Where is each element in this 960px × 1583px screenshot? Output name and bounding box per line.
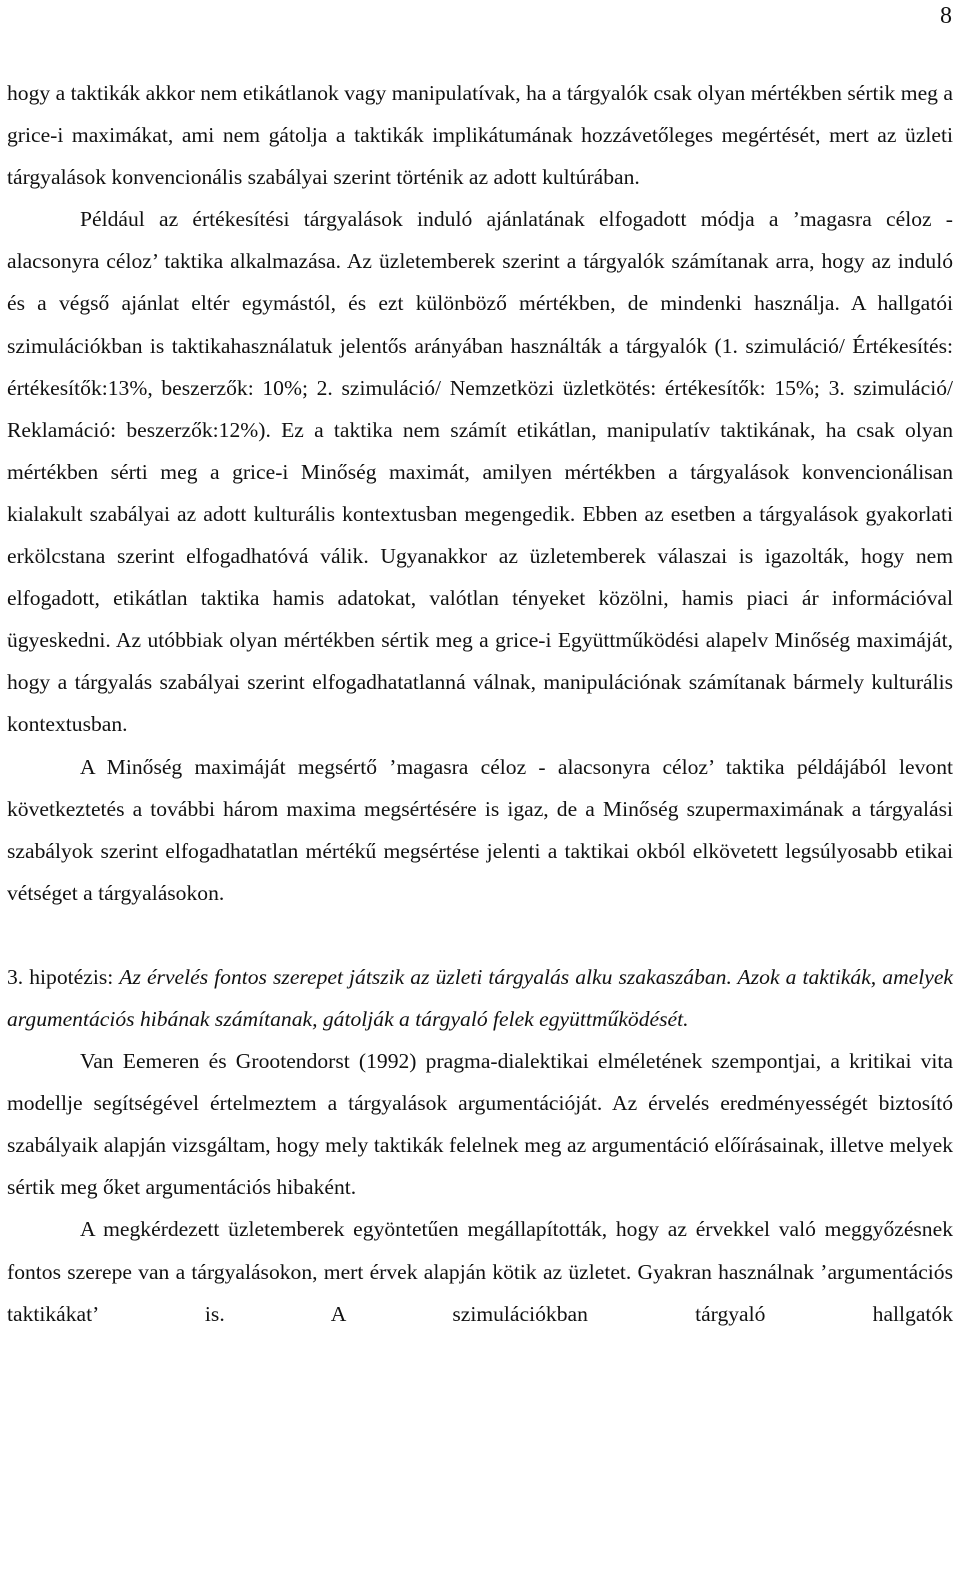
paragraph-pragma-dialectics: Van Eemeren és Grootendorst (1992) pragma-dialektikai elméletének szempontjai, a kritikai vita modellje segítségével értelmeztem a tárgyalások argumentációját. Az érvelés eredményességét biztosító szabályaik alapján vizsgáltam, hogy mely taktikák felelnek meg az argumentáció előírásainak, illetve melyek sértik meg őket argumentációs hibaként. [7,1049,953,1200]
hypothesis-label: 3. hipotézis: [7,964,120,989]
paragraph-example: Például az értékesítési tárgyalások induló ajánlatának elfogadott módja a ’magasra céloz - alacsonyra céloz’ taktika alkalmazása. Az üzletemberek szerint a tárgyalók számítanak arra, hogy az induló és a végső ajánlat eltér egymástól, és ezt különböző mértékben, de mindenki használja. A hallgatói szimulációkban is taktikahasználatuk jelentős arányában használták a tárgyalók (1. szimuláció/ Értékesítés: értékesítők:13%, beszerzők: 10%; 2. szimuláció/ Nemzetközi üzletkötés: értékesítők: 15%; 3. szimuláció/ Reklamáció: beszerzők:12%). Ez a taktika nem számít etikátlan, manipulatív taktikának, ha csak olyan mértékben sérti meg a grice-i Minőség maximát, amilyen mértékben a tárgyalások konvencionálisan kialakult szabályai az adott kulturális kontextusban megengedik. Ebben az esetben a tárgyalások gyakorlati erkölcstana szerint elfogadhatóvá válik. Ugyanakkor az üzletemberek válaszai is igazolták, hogy nem elfogadott, etikátlan taktika hamis adatokat, valótlan tényeket közölni, hamis piaci ár információval ügyeskedni. Az utóbbiak olyan mértékben sértik meg a grice-i Együttműködési alapelv Minőség maximáját, hogy a tárgyalás szabályai szerint elfogadhatatlanná válnak, manipulációnak számítanak bármely kulturális kontextusban. [7,207,953,737]
page-number: 8 [940,3,952,29]
document-body [7,72,953,1335]
paragraph-continuation: hogy a taktikák akkor nem etikátlanok vagy manipulatívak, ha a tárgyalók csak olyan mértékben sértik meg a grice-i maximákat, ami nem gátolja a taktikák implikátumának hozzávetőleges megértését, mert az üzleti tárgyalások konvencionális szabályai szerint történik az adott kultúrában. [7,81,953,190]
paragraph-interviews: A megkérdezett üzletemberek egyöntetűen megállapították, hogy az érvekkel való meggyőzésnek fontos szerepe van a tárgyalásokon, mert érvek alapján kötik az üzletet. Gyakran használnak ’argumentációs taktikákat’ is. A szimulációkban tárgyaló hallgatók [7,1217,953,1326]
hypothesis-text: Az érvelés fontos szerepet játszik az üzleti tárgyalás alku szakaszában. Azok a taktikák, amelyek argumentációs hibának számítanak, gátolják a tárgyaló felek együttműködését. [7,964,953,1031]
paragraph-conclusion: A Minőség maximáját megsértő ’magasra céloz - alacsonyra céloz’ taktika példájából levont következtetés a további három maxima megsértésére is igaz, de a Minőség szupermaximának a tárgyalási szabályok szerint elfogadhatatlan mértékű megsértése jelenti a taktikai okból elkövetett legsúlyosabb etikai vétséget a tárgyalásokon. [7,754,953,905]
hypothesis-paragraph [7,956,953,1040]
